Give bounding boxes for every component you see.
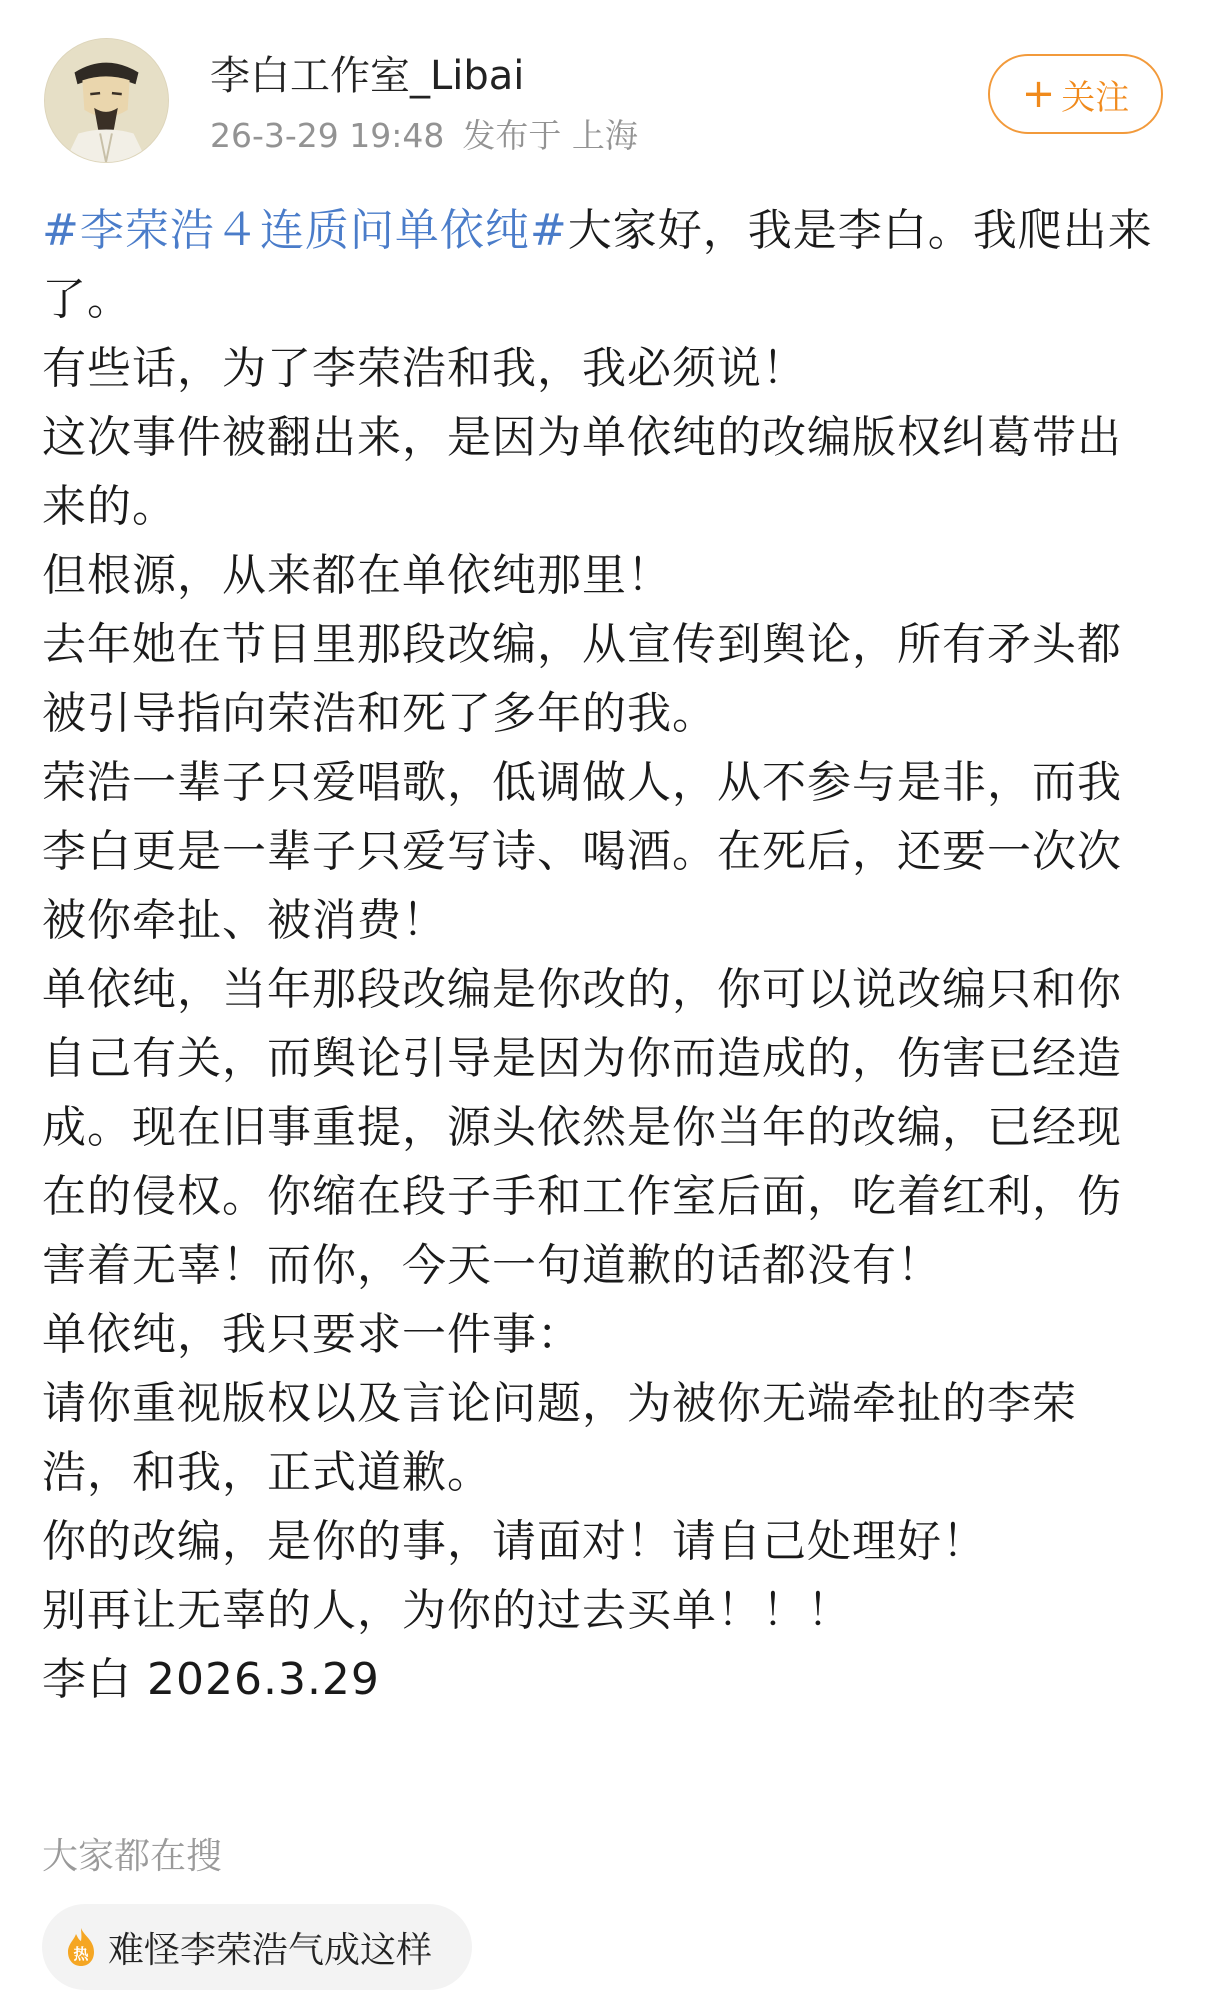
post-signature: 李白 2026.3.29	[42, 1654, 380, 1705]
post-paragraph: 请你重视版权以及言论问题，为被你无端牵扯的李荣浩，和我，正式道歉。	[42, 1378, 1077, 1498]
post-paragraph: 去年她在节目里那段改编，从宣传到舆论，所有矛头都被引导指向荣浩和死了多年的我。	[42, 619, 1122, 739]
post-paragraph: 你的改编，是你的事，请面对！请自己处理好！	[42, 1516, 987, 1567]
hot-icon-text: 热	[73, 1945, 89, 1963]
avatar[interactable]	[44, 38, 169, 163]
post-location: 发布于 上海	[462, 116, 638, 155]
trending-search-chip[interactable]	[42, 1904, 472, 1990]
trending-search-label: 难怪李荣浩气成这样	[108, 1929, 433, 1971]
post-paragraph-text: 大家好，我是李白。我爬出来了。	[42, 205, 1153, 325]
post-paragraph: 有些话，为了李荣浩和我，我必须说！	[42, 343, 807, 394]
trending-search-title: 大家都在搜	[42, 1836, 223, 1877]
plus-icon: +	[1021, 71, 1056, 117]
post-paragraph: 荣浩一辈子只爱唱歌，低调做人，从不参与是非，而我李白更是一辈子只爱写诗、喝酒。在死后，还要一次次被你牵扯、被消费！	[42, 757, 1122, 946]
hot-icon	[64, 1926, 98, 1968]
follow-button[interactable]	[988, 54, 1163, 134]
post-meta	[210, 114, 638, 158]
post-paragraph: 单依纯，我只要求一件事：	[42, 1309, 582, 1360]
post-paragraph: 别再让无辜的人，为你的过去买单！！！	[42, 1585, 852, 1636]
post-paragraph	[42, 196, 1162, 334]
post-body	[42, 196, 1162, 1714]
hashtag-link[interactable]: #李荣浩４连质问单依纯#	[42, 205, 568, 256]
post-timestamp: 26-3-29 19:48	[210, 116, 445, 155]
follow-label: 关注	[1061, 77, 1130, 118]
post-paragraph: 这次事件被翻出来，是因为单依纯的改编版权纠葛带出来的。	[42, 412, 1122, 532]
post-paragraph: 但根源，从来都在单依纯那里！	[42, 550, 672, 601]
portrait-avatar-icon	[45, 39, 168, 162]
post-header	[0, 0, 1206, 180]
username[interactable]: 李白工作室_Libai	[210, 53, 525, 99]
post-paragraph: 单依纯，当年那段改编是你改的，你可以说改编只和你自己有关，而舆论引导是因为你而造成的，伤害已经造成。现在旧事重提，源头依然是你当年的改编，已经现在的侵权。你缩在段子手和工作室后面，吃着红利，伤害着无辜！而你，今天一句道歉的话都没有！	[42, 964, 1122, 1291]
